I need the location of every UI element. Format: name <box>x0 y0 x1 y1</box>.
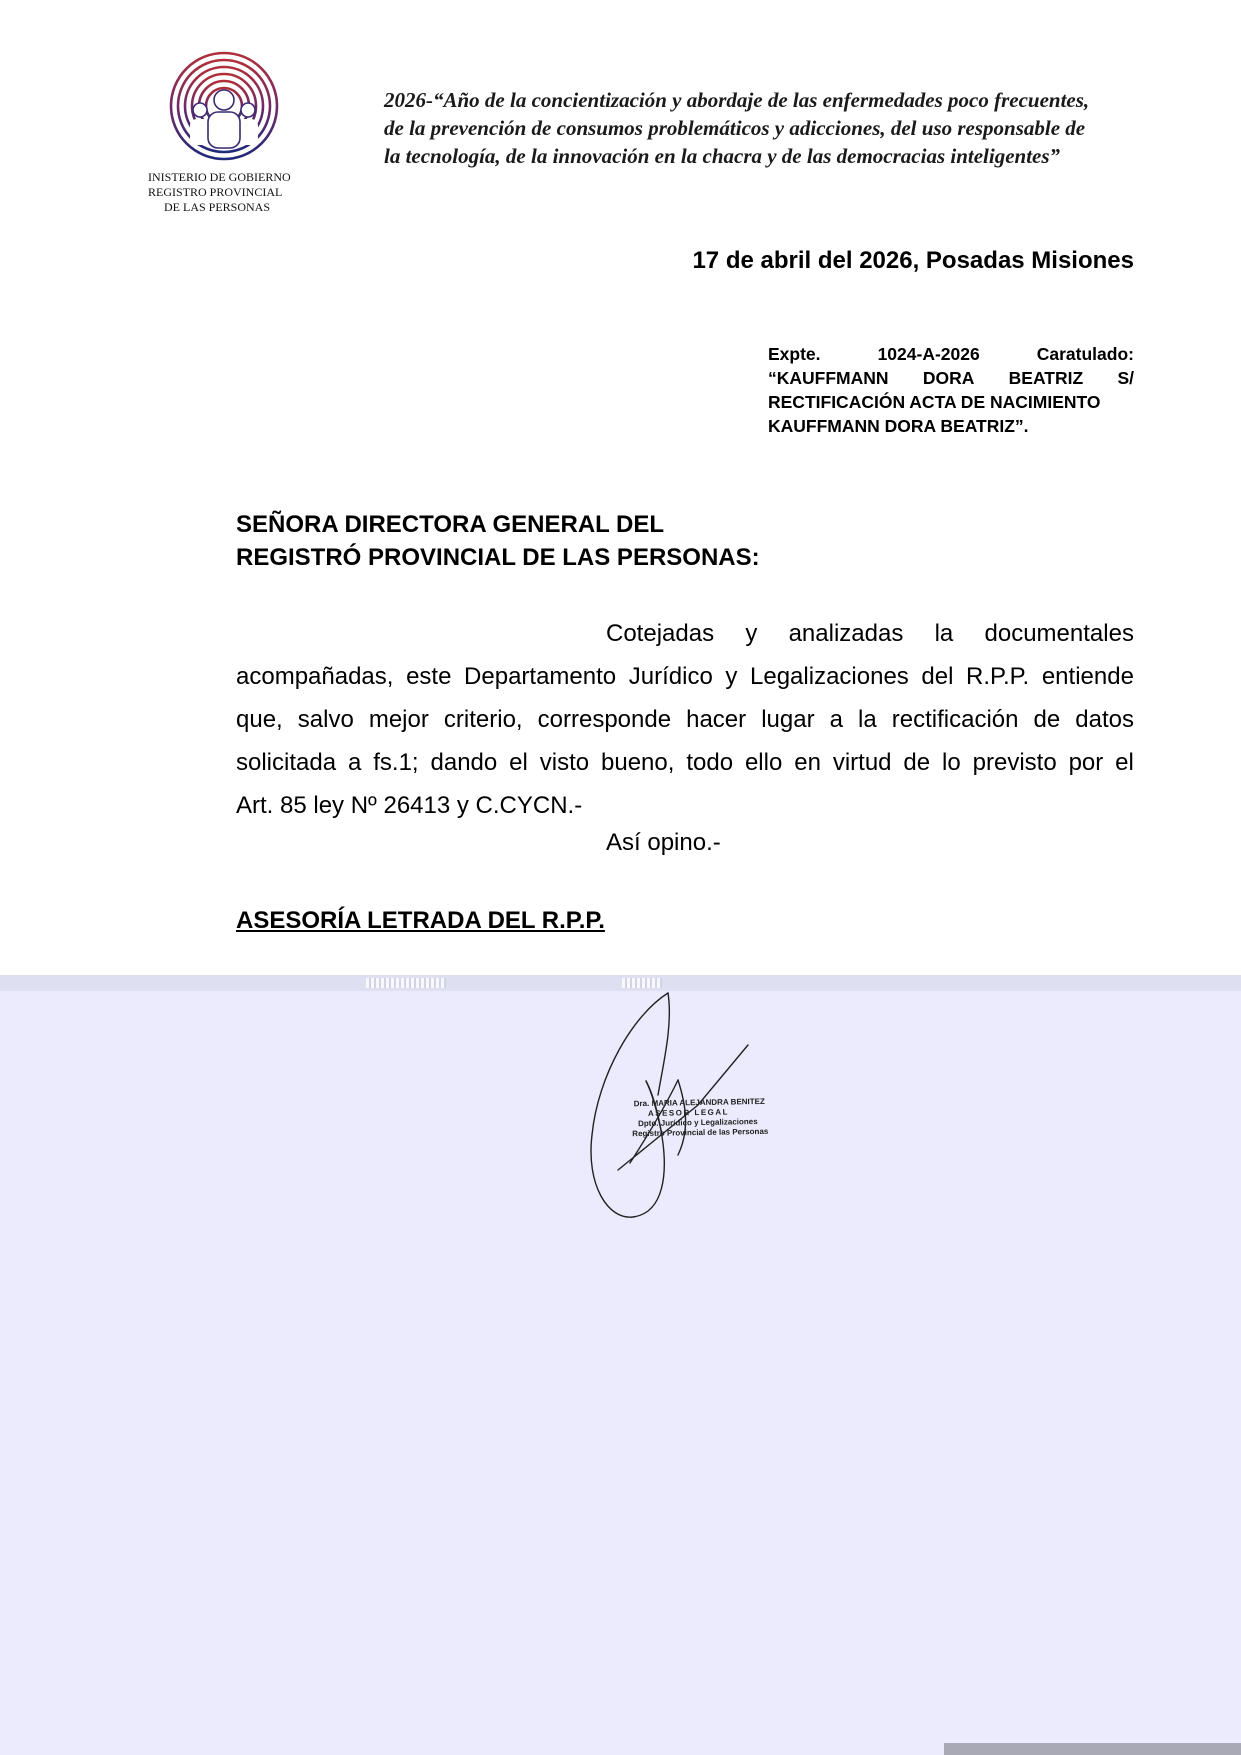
logo-caption-line: REGISTRO PROVINCIAL <box>148 185 283 199</box>
body-word: que, <box>236 706 283 733</box>
motto-line: la tecnología, de la innovación en la chacra y de las democracias inteligentes” <box>384 144 1061 168</box>
body-word: R.P.P. <box>966 663 1030 690</box>
addressee-line: REGISTRÓ PROVINCIAL DE LAS PERSONAS: <box>236 544 760 571</box>
logo-caption-line: INISTERIO DE GOBIERNO <box>148 170 291 184</box>
motto-line: 2026-“Año de la concientización y abordaje de las enfermedades poco frecuentes, <box>384 88 1090 112</box>
body-word: criterio, <box>443 706 523 733</box>
body-word: Cotejadas <box>606 620 715 647</box>
case-title-line: KAUFFMANN DORA BEATRIZ”. <box>768 416 1029 436</box>
body-word: el <box>509 749 528 776</box>
body-word: fs.1; <box>373 749 419 776</box>
body-word: previsto <box>972 749 1057 776</box>
body-word: hacer <box>686 706 747 733</box>
body-word: del <box>921 663 954 690</box>
body-line <box>236 741 1134 784</box>
stamp-line: Dpto. Jurídico y Legalizaciones <box>638 1117 758 1129</box>
body-word: por <box>1068 749 1104 776</box>
body-line: Art. 85 ley Nº 26413 y C.CYCN.- <box>236 792 583 819</box>
body-word: Legalizaciones <box>750 663 909 690</box>
logo-caption <box>148 170 318 215</box>
body-word: acompañadas, <box>236 663 394 690</box>
body-word: dando <box>430 749 498 776</box>
body-word: entiende <box>1041 663 1134 690</box>
body-word: Departamento <box>464 663 617 690</box>
case-title-word: “KAUFFMANN <box>768 368 889 388</box>
body-word: rectificación <box>891 706 1019 733</box>
scan-noise <box>366 978 446 988</box>
body-word: este <box>406 663 452 690</box>
body-word: visto <box>539 749 590 776</box>
body-line <box>236 612 1134 655</box>
body-word: a <box>347 749 362 776</box>
stamp-line: Registro Provincial de las Personas <box>632 1126 769 1139</box>
body-word: en <box>794 749 821 776</box>
body-word: lo <box>942 749 961 776</box>
case-reference <box>768 342 1134 438</box>
body-word: datos <box>1075 706 1134 733</box>
body-word: de <box>1033 706 1061 733</box>
body-word: corresponde <box>537 706 672 733</box>
addressee <box>236 508 760 574</box>
case-title-line: RECTIFICACIÓN ACTA DE NACIMIENTO <box>768 392 1101 412</box>
case-number: 1024-A-2026 <box>877 344 980 364</box>
body-word: de <box>903 749 931 776</box>
body-word: la <box>934 620 954 647</box>
motto-line: de la prevención de consumos problemáticos y adicciones, del uso responsable de <box>384 116 1086 140</box>
body-word: y <box>725 663 738 690</box>
year-motto <box>384 86 1184 170</box>
case-number-row <box>768 342 1134 366</box>
ministry-logo-icon <box>168 50 280 162</box>
body-word: analizadas <box>788 620 904 647</box>
case-title-word: DORA <box>922 368 975 388</box>
body-word: virtud <box>832 749 892 776</box>
body-word: la <box>858 706 877 733</box>
body-word: Jurídico <box>628 663 713 690</box>
body-line <box>236 655 1134 698</box>
body-line <box>236 698 1134 741</box>
body-word: a <box>829 706 843 733</box>
body-word: y <box>745 620 758 647</box>
case-title-word: S/ <box>1117 368 1134 388</box>
body-word: solicitada <box>236 749 337 776</box>
stamp-line: Dra. MARIA ALEJANDRA BENITEZ <box>633 1096 765 1109</box>
case-label: Expte. <box>768 344 821 364</box>
scan-edge-bar <box>944 1743 1241 1755</box>
body-word: mejor <box>368 706 429 733</box>
logo-caption-line: DE LAS PERSONAS <box>164 200 271 214</box>
body-word: el <box>1115 749 1134 776</box>
signature-stamp <box>632 1097 773 1139</box>
body-word: salvo <box>297 706 354 733</box>
addressee-line: SEÑORA DIRECTORA GENERAL DEL <box>236 511 665 538</box>
date-place: 17 de abril del 2026, Posadas Misiones <box>692 247 1134 274</box>
office-title: ASESORÍA LETRADA DEL R.P.P. <box>236 907 605 934</box>
case-caratulado: Caratulado: <box>1036 344 1134 364</box>
stamp-line: ASESOR LEGAL <box>647 1107 730 1118</box>
opinion-body <box>236 612 1134 827</box>
case-title-row <box>768 366 1134 390</box>
body-word: documentales <box>984 620 1134 647</box>
case-title-word: BEATRIZ <box>1008 368 1084 388</box>
closing-phrase: Así opino.- <box>606 829 721 856</box>
body-word: bueno, <box>601 749 675 776</box>
body-word: todo <box>686 749 734 776</box>
body-word: lugar <box>761 706 815 733</box>
body-word: ello <box>744 749 783 776</box>
